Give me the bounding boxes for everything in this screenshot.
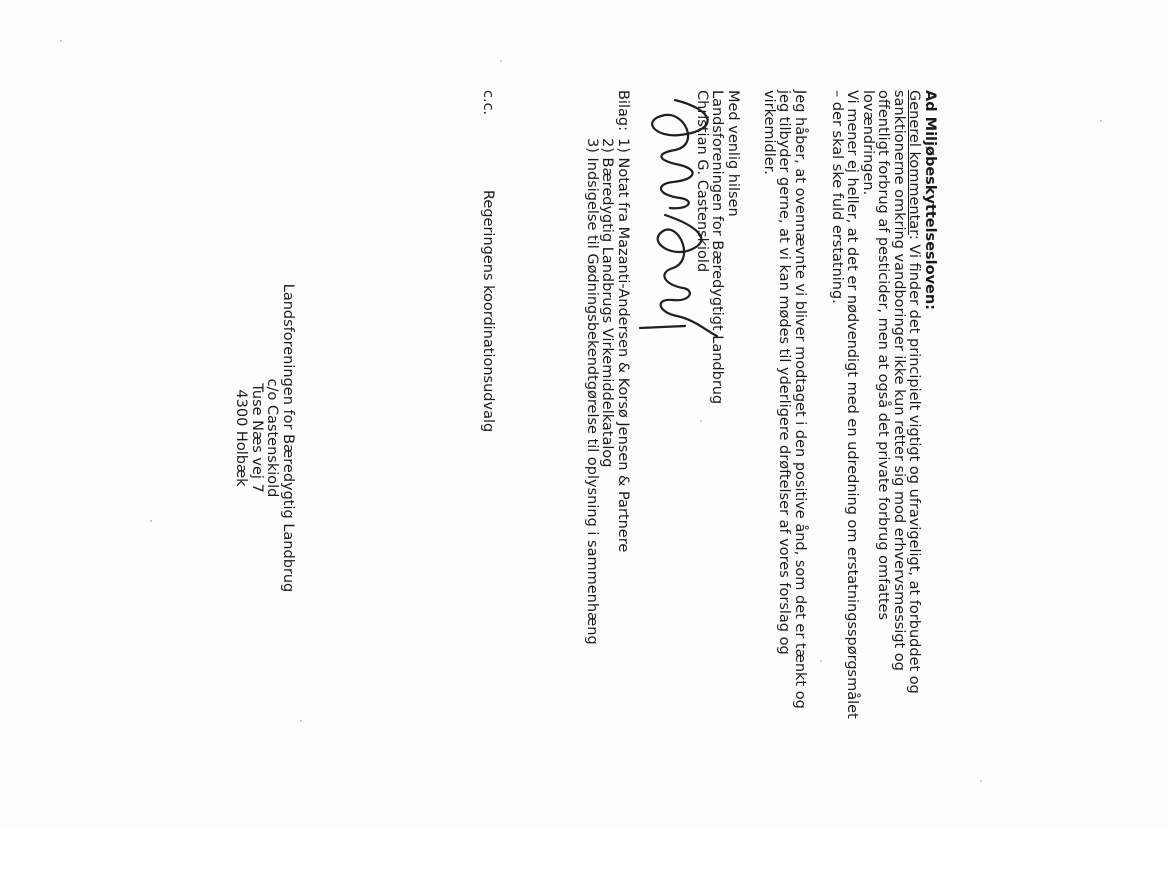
attachment-item: 1) Notat fra Mazanti-Andersen & Korsø Jensen & Partnere bbox=[615, 138, 631, 553]
greeting-line: Landsforeningen for Bæredygtigt Landbrug bbox=[709, 90, 726, 405]
closing-line: jeg tilbyder gerne, at vi kan mødes til yderligere drøftelser af vores forslag og bbox=[776, 90, 793, 655]
scan-speck bbox=[500, 60, 502, 62]
letter-body bbox=[140, 90, 1020, 870]
address-line: c/o Castenskiold bbox=[264, 378, 281, 498]
scan-speck bbox=[1100, 120, 1102, 122]
attachment-item: 2) Bæredygtig Landbrugs Virkemiddelkatalog bbox=[599, 138, 616, 468]
miljo-line: Vi mener ej heller, at det er nødvendigt med en udredning om erstatningsspørgsmålet bbox=[844, 90, 861, 719]
attachments-block bbox=[584, 90, 631, 870]
closing-line: Jeg håber, at ovennævnte vi bliver modtaget i den positive ånd, som det er tænkt og bbox=[792, 90, 808, 709]
miljo-line: lovændringen. bbox=[860, 90, 876, 196]
miljo-line: – der skal ske fuld erstatning. bbox=[829, 90, 845, 304]
address-line: Tuse Næs vej 7 bbox=[249, 383, 265, 493]
greeting-block bbox=[694, 90, 741, 870]
cc-row bbox=[480, 90, 496, 870]
address-line: Landsforeningen for Bæredygtig Landbrug bbox=[280, 283, 296, 593]
address-line: 4300 Holbæk bbox=[233, 389, 250, 487]
miljo-section bbox=[829, 90, 938, 870]
miljo-line bbox=[906, 90, 922, 870]
attachments-label: Bilag: bbox=[615, 90, 631, 131]
scan-speck bbox=[60, 40, 62, 42]
closing-line: virkemidler. bbox=[761, 90, 777, 175]
miljo-line: offentligt forbrug af pesticider, men at også det private forbrug omfattes bbox=[875, 90, 892, 621]
cc-recipient: Regeringens koordinationsudvalg bbox=[480, 190, 496, 433]
cc-label: c.c. bbox=[480, 90, 496, 116]
greeting-line: Christian G. Castenskiold bbox=[694, 90, 710, 273]
miljo-line: sanktionerne omkring vandboringer ikke kun retter sig mod erhvervsmessigt og bbox=[891, 90, 907, 671]
greeting-line: Med venlig hilsen bbox=[725, 90, 741, 217]
attachments-items bbox=[584, 138, 631, 870]
sender-address bbox=[233, 258, 295, 618]
attachments-list bbox=[584, 90, 631, 870]
closing-paragraph bbox=[761, 90, 808, 870]
miljo-label: Generel kommentar bbox=[906, 90, 923, 235]
miljo-line-text: : Vi finder det principielt vigtigt og ufravigeligt, at forbuddet og bbox=[906, 234, 923, 694]
attachment-item: 3) Indsigelse til Gødningsbekendtgørelse til oplysning i sammenhæng bbox=[584, 138, 600, 645]
miljo-heading: Ad Miljøbeskyttelsesloven: bbox=[922, 90, 938, 310]
cc-block bbox=[480, 90, 496, 870]
